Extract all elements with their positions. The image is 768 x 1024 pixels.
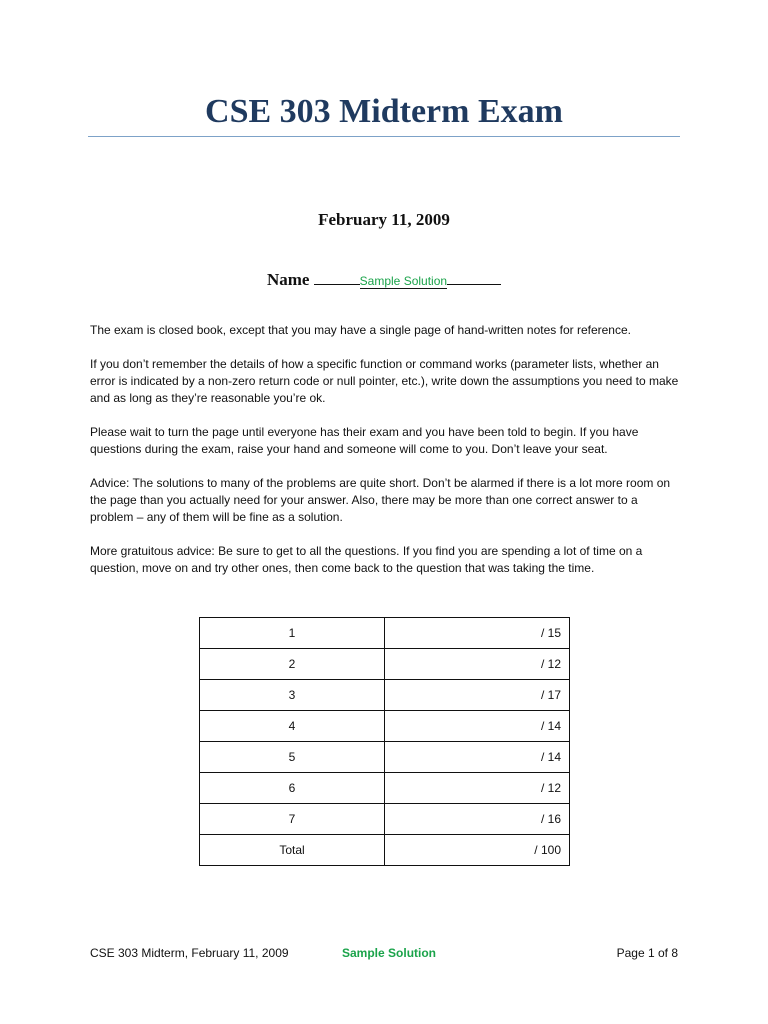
table-row (200, 711, 570, 742)
name-underline-right (447, 266, 501, 285)
score-table (199, 617, 570, 866)
question-points: / 14 (385, 742, 570, 773)
title-divider (88, 136, 680, 137)
table-row (200, 773, 570, 804)
exam-date: February 11, 2009 (318, 210, 450, 229)
question-points: / 12 (385, 773, 570, 804)
total-label: Total (200, 835, 385, 866)
name-field-row (0, 266, 768, 292)
instructions (90, 322, 680, 594)
instruction-paragraph: More gratuitous advice: Be sure to get to all the questions. If you find you are spending a lot of time on a question, move on and try other ones, then come back to the question that was taking the time. (90, 544, 643, 575)
table-row-total (200, 835, 570, 866)
table-row (200, 804, 570, 835)
footer-solution-label: Sample Solution (342, 946, 437, 960)
table-row (200, 742, 570, 773)
table-row (200, 680, 570, 711)
instruction-paragraph: The exam is closed book, except that you may have a single page of hand-written notes for reference. (90, 323, 631, 337)
page-title: CSE 303 Midterm Exam (205, 93, 563, 130)
instruction-paragraph: Advice: The solutions to many of the problems are quite short. Don’t be alarmed if there is a lot more room on the page than you actually need for your answer. Also, there may be more than one correct answer to a problem – any of them will be fine as a solution. (90, 476, 671, 524)
question-points: / 14 (385, 711, 570, 742)
question-points: / 15 (385, 618, 570, 649)
instruction-paragraph: Please wait to turn the page until everyone has their exam and you have been told to begin. If you have questions during the exam, raise your hand and someone will come to you. Don’t leave your seat. (90, 425, 639, 456)
question-number: 1 (200, 618, 385, 649)
name-underline-left (314, 266, 360, 285)
question-number: 4 (200, 711, 385, 742)
instruction-paragraph: If you don’t remember the details of how a specific function or command works (parameter lists, whether an error is indicated by a non-zero return code or null pointer, etc.), write down the assumptions you need to make and as long as they’re reasonable you’re ok. (90, 357, 679, 405)
question-points: / 16 (385, 804, 570, 835)
total-points: / 100 (385, 835, 570, 866)
table-row (200, 618, 570, 649)
question-number: 2 (200, 649, 385, 680)
name-value: Sample Solution (360, 270, 447, 289)
question-number: 5 (200, 742, 385, 773)
question-number: 6 (200, 773, 385, 804)
question-number: 7 (200, 804, 385, 835)
table-row (200, 649, 570, 680)
footer-exam-info: CSE 303 Midterm, February 11, 2009 (90, 946, 289, 960)
footer-page-number: Page 1 of 8 (616, 946, 678, 960)
question-points: / 12 (385, 649, 570, 680)
name-label: Name (266, 270, 310, 289)
question-points: / 17 (385, 680, 570, 711)
question-number: 3 (200, 680, 385, 711)
